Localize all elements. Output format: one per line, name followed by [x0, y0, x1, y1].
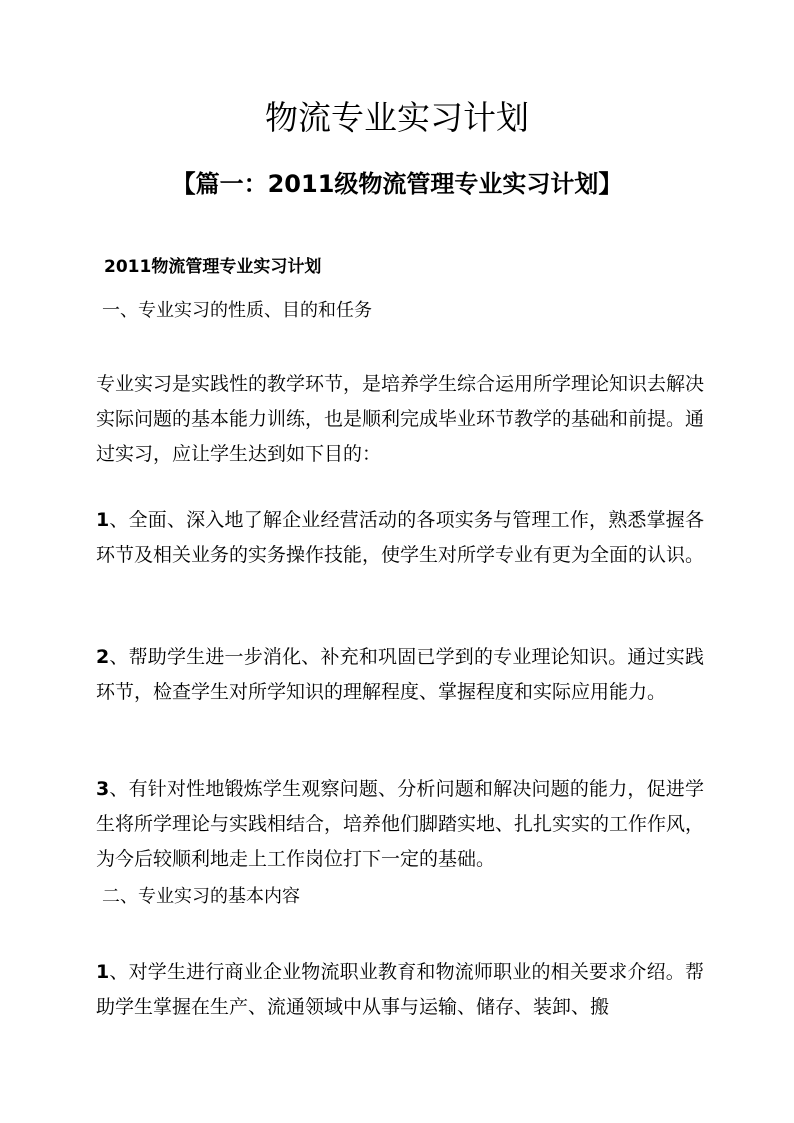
- section-1-intro: 专业实习是实践性的教学环节，是培养学生综合运用所学理论知识去解决实际问题的基本能力训练，也是顺利完成毕业环节教学的基础和前提。通过实习，应让学生达到如下目的：: [96, 373, 705, 465]
- item-text: 、对学生进行商业企业物流职业教育和物流师职业的相关要求介绍。帮助学生掌握在生产、流通领域中从事与运输、储存、装卸、搬: [96, 961, 704, 1018]
- item-number: 3: [96, 778, 110, 800]
- item-text: 、全面、深入地了解企业经营活动的各项实务与管理工作，熟悉掌握各环节及相关业务的实务操作技能，使学生对所学专业有更为全面的认识。: [96, 509, 705, 566]
- section-1-heading: 一、专业实习的性质、目的和任务: [102, 300, 372, 321]
- section-1-item-3: [96, 772, 704, 877]
- section-2-item-1: [96, 955, 704, 1025]
- section-1-item-2: [96, 640, 704, 710]
- item-number: 2: [96, 646, 110, 668]
- plan-heading: 2011物流管理专业实习计划: [104, 257, 322, 277]
- item-number: 1: [96, 961, 110, 983]
- section-1-item-1: [96, 503, 704, 573]
- item-text: 、有针对性地锻炼学生观察问题、分析问题和解决问题的能力，促进学生将所学理论与实践相结合，培养他们脚踏实地、扎扎实实的工作作风，为今后较顺利地走上工作岗位打下一定的基础。: [96, 778, 705, 870]
- document-title: 物流专业实习计划: [265, 98, 529, 137]
- item-text: 、帮助学生进一步消化、补充和巩固已学到的专业理论知识。通过实践环节，检查学生对所学知识的理解程度、掌握程度和实际应用能力。: [96, 646, 704, 703]
- section-2-heading: 二、专业实习的基本内容: [102, 886, 300, 907]
- document-subtitle: 【篇一：2011级物流管理专业实习计划】: [171, 170, 623, 198]
- item-number: 1: [96, 509, 110, 531]
